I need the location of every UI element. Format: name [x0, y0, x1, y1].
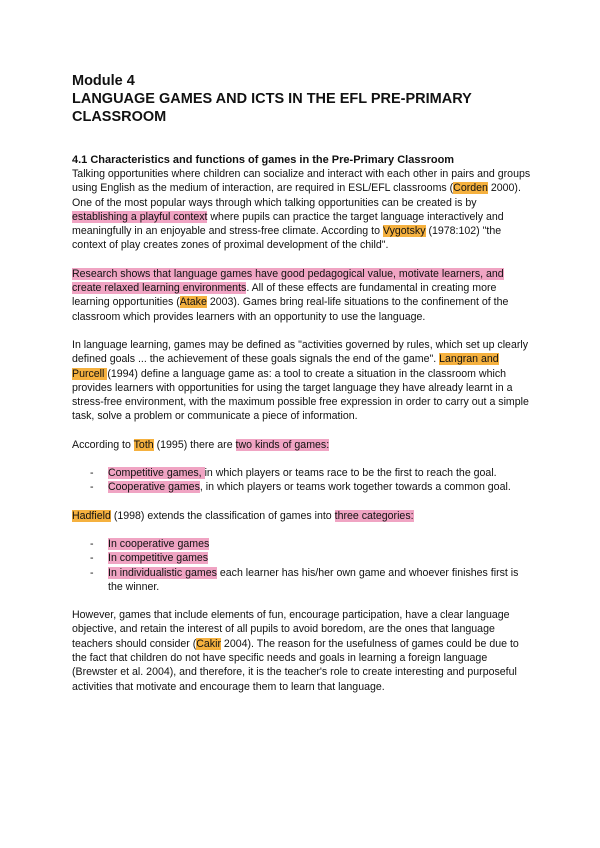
key-phrase-highlight: Competitive games,: [108, 467, 205, 480]
paragraph-6: However, games that include elements of fun, encourage participation, have a clear language objective, and retain the interest of all pupils to avoid boredom, are the ones that language teachers should consider (Cakir 2004). The reason for the usefulness of games could be due to the fact that children do not have specific needs and goals in learning a foreign language (Brewster et al. 2004), and therefore, it is the teacher's role to create interesting and purposeful activities that motivate and encourage them to learn that language.: [72, 609, 519, 693]
module-label: Module 4: [72, 73, 135, 89]
dash-bullet: -: [90, 552, 94, 565]
key-phrase-highlight: two kinds of games:: [235, 438, 330, 451]
citation-highlight: Vygotsky: [382, 225, 426, 238]
key-phrase-highlight: In individualistic games: [108, 566, 217, 579]
citation-highlight: Langran and Purcell: [72, 353, 499, 380]
key-phrase-highlight: In competitive games: [108, 552, 209, 565]
dash-bullet: -: [90, 566, 94, 579]
key-phrase-highlight: three categories:: [334, 509, 414, 522]
dash-bullet: -: [90, 537, 94, 550]
list-item: [90, 551, 532, 565]
dash-bullet: -: [90, 481, 94, 494]
key-phrase-highlight: In cooperative games: [108, 537, 210, 550]
citation-highlight: Cakir: [196, 637, 221, 650]
list-item: - Cooperative games, in which players or teams work together towards a common goal.: [90, 481, 511, 494]
games-kinds-list: [72, 466, 532, 495]
paragraph-3: In language learning, games may be defined as "activities governed by rules, which set up clearly defined goals ... the achievement of these goals signals the end of the game". Langran and Purcell (1994) define a language game as: a tool to create a situation in the classroom which provides learners with opportunities for using the target language they have already learnt in a stress-free environment, with the maximum possible free expression in order to carry out a simple task, solve a problem or communicate a piece of information.: [72, 338, 529, 423]
document-page: [72, 72, 532, 694]
list-item: - Competitive games, in which players or teams race to be the first to reach the goal.: [90, 467, 497, 480]
key-phrase-highlight: Cooperative games: [108, 481, 200, 494]
paragraph-5: Hadfield (1998) extends the classification of games into three categories:: [72, 509, 414, 522]
citation-highlight: Atake: [179, 296, 207, 309]
citation-highlight: Hadfield: [72, 509, 111, 522]
key-phrase-highlight: establishing a playful context: [72, 210, 208, 223]
paragraph-2: Research shows that language games have good pedagogical value, motivate learners, and create relaxed learning environments. All of these effects are fundamental in creating more learning opportunities (Atake 2003). Games bring real-life situations to the confinement of the classroom which provides learners with an opportunity to use the language.: [72, 267, 509, 323]
citation-highlight: Toth: [133, 438, 154, 451]
page-title: LANGUAGE GAMES AND ICTS IN THE EFL PRE-PRIMARY CLASSROOM: [72, 91, 472, 125]
dash-bullet: -: [90, 467, 94, 480]
list-item: - In individualistic games each learner has his/her own game and whoever finishes first is the winner.: [90, 566, 519, 593]
games-categories-list: [72, 537, 532, 594]
paragraph-4: According to Toth (1995) there are two kinds of games:: [72, 438, 330, 451]
citation-highlight: Corden: [453, 182, 488, 195]
key-phrase-highlight: Research shows that language games have good pedagogical value, motivate learners, and create relaxed learning environments: [72, 267, 504, 295]
section-title: 4.1 Characteristics and functions of games in the Pre-Primary Classroom: [72, 154, 455, 166]
paragraph-1: Talking opportunities where children can socialize and interact with each other in pairs and groups using English as the medium of interaction, are required in ESL/EFL classrooms (Corden 2000). One of the most popular ways through which talking opportunities can be created is by establishing a playful context where pupils can practice the target language interactively and meaningfully in an enjoyable and stress-free climate. According to Vygotsky (1978:102) "the context of play creates zones of proximal development of the child".: [72, 168, 531, 252]
list-item: [90, 537, 532, 551]
